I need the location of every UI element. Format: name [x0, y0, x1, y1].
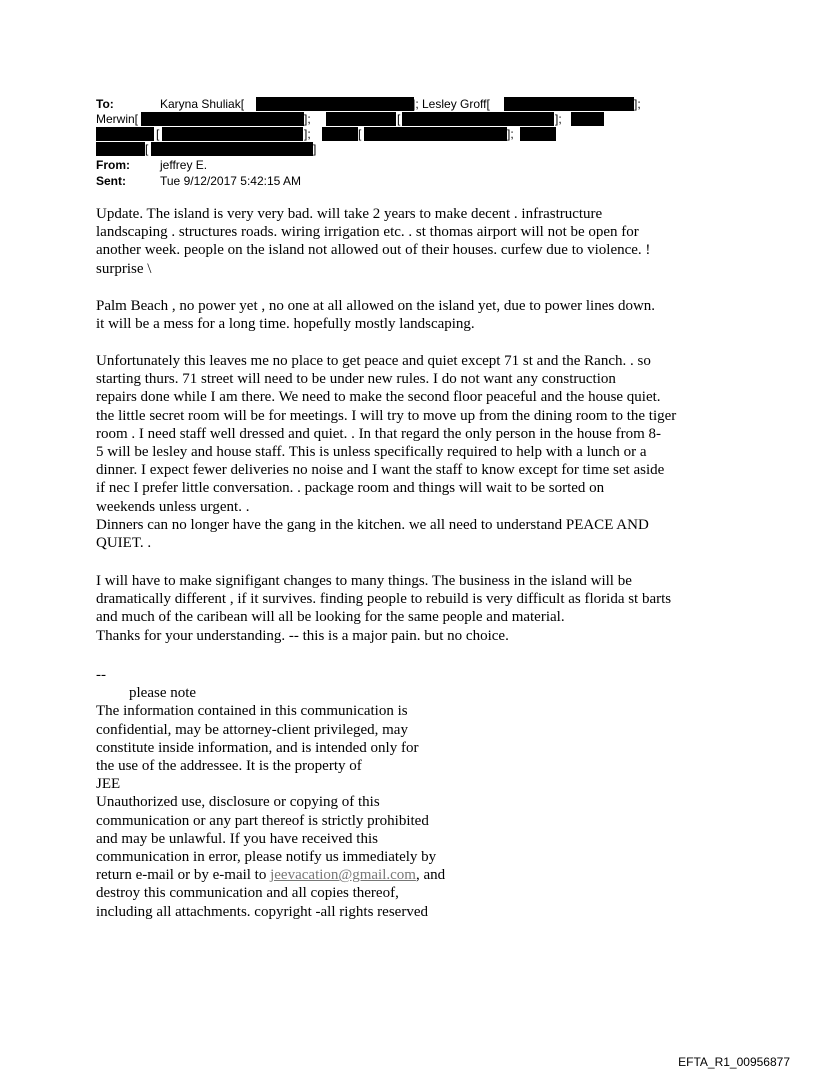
recipient-sep: [ — [358, 127, 362, 141]
body-paragraph-2: Palm Beach , no power yet , no one at all allowed on the island yet, due to power lines down. it will be a mess for a long time. hopefully mostly landscaping. — [96, 298, 656, 333]
from-label: From: — [96, 158, 130, 172]
to-recipient-2-end: ]; — [634, 97, 641, 111]
disclaimer-line: The information contained in this communication is — [96, 703, 408, 720]
disclaimer-line: communication in error, please notify us immediately by — [96, 849, 437, 866]
disclaimer-line: return e-mail or by e-mail to jeevacation@gmail.com, and — [96, 867, 446, 884]
redaction-box — [402, 112, 554, 126]
recipient-sep: ]; — [304, 127, 311, 141]
redaction-box — [571, 112, 604, 126]
disclaimer-line: Unauthorized use, disclosure or copying of this — [96, 794, 380, 811]
recipient-sep: ]; — [555, 112, 562, 126]
disclaimer-line: communication or any part thereof is strictly prohibited — [96, 812, 429, 829]
redaction-box — [520, 127, 556, 141]
body-paragraph-4: I will have to make signifigant changes to many things. The business in the island will be dramatically different , if it survives. finding people to rebuild is very difficult as florida st barts and much of the caribean will all be looking for the same people and material. Thanks for your understanding. -- this is a major pain. but no choice. — [96, 573, 672, 644]
to-recipient-3: Merwin[ — [96, 112, 139, 126]
recipient-sep: [ — [145, 142, 149, 156]
from-value: jeffrey E. — [160, 158, 208, 172]
disclaimer-line: including all attachments. copyright -all rights reserved — [96, 903, 428, 920]
from-row — [96, 158, 207, 173]
disclaimer-line: constitute inside information, and is intended only for — [96, 739, 419, 756]
disclaimer-line: confidential, may be attorney-client privileged, may — [96, 721, 408, 738]
to-recipient-1: Karyna Shuliak[ — [160, 97, 245, 111]
recipient-sep: ]; — [304, 112, 311, 126]
redaction-box — [322, 127, 358, 141]
email-link[interactable]: jeevacation@gmail.com — [270, 867, 416, 884]
disclaimer-line: JEE — [96, 776, 121, 793]
signature-note: please note — [129, 685, 197, 702]
to-label: To: — [96, 97, 114, 111]
cc-row-2 — [96, 112, 138, 127]
recipient-sep: ]; — [507, 127, 514, 141]
redaction-box — [256, 97, 414, 111]
to-recipient-2: ]; Lesley Groff[ — [412, 97, 490, 111]
redaction-box — [96, 127, 154, 141]
recipient-sep: ] — [313, 142, 317, 156]
redaction-box — [364, 127, 507, 141]
sent-row — [96, 174, 301, 189]
redaction-box — [504, 97, 634, 111]
recipient-sep: [ — [156, 127, 160, 141]
document-id: EFTA_R1_00956877 — [678, 1055, 790, 1069]
body-paragraph-1: Update. The island is very very bad. will take 2 years to make decent . infrastructure landscaping . structures roads. wiring irrigation etc. . st thomas airport will not be open for another week. people on the island not allowed out of their houses. curfew due to violence. ! surprise \ — [96, 206, 651, 277]
disclaimer-line: the use of the addressee. It is the property of — [96, 758, 362, 775]
body-paragraph-3: Unfortunately this leaves me no place to get peace and quiet except 71 st and the Ranch. . so starting thurs. 71 street will need to be under new rules. I do not want any construction repairs done while I am there. We need to make the second floor peaceful and the house quiet. the little secret room will be for meetings. I will try to move up from the dining room to the tiger room . I need staff well dressed and quiet. . In that regard the only person in the house from 8- 5 will be lesley and house staff. This is unless specifically required to help with a lunch or a dinner. I expect fewer deliveries no noise and I want the staff to know except for time set aside if nec I prefer little conversation. . package room and things will wait to be sorted on weekends unless urgent. . Dinners can no longer have the gang in the kitchen. we all need to understand PEACE AND QUIET. . — [96, 353, 677, 552]
redaction-box — [151, 142, 313, 156]
to-row — [96, 97, 244, 112]
disclaimer-line: destroy this communication and all copies thereof, — [96, 885, 399, 902]
sent-value: Tue 9/12/2017 5:42:15 AM — [160, 174, 301, 188]
recipient-sep: [ — [397, 112, 401, 126]
signature-block — [96, 666, 496, 921]
sent-label: Sent: — [96, 174, 126, 188]
disclaimer-line: and may be unlawful. If you have received this — [96, 830, 378, 847]
redaction-box — [162, 127, 303, 141]
signature-dashes: -- — [96, 667, 106, 683]
redaction-box — [141, 112, 304, 126]
redaction-box — [96, 142, 145, 156]
redaction-box — [326, 112, 396, 126]
